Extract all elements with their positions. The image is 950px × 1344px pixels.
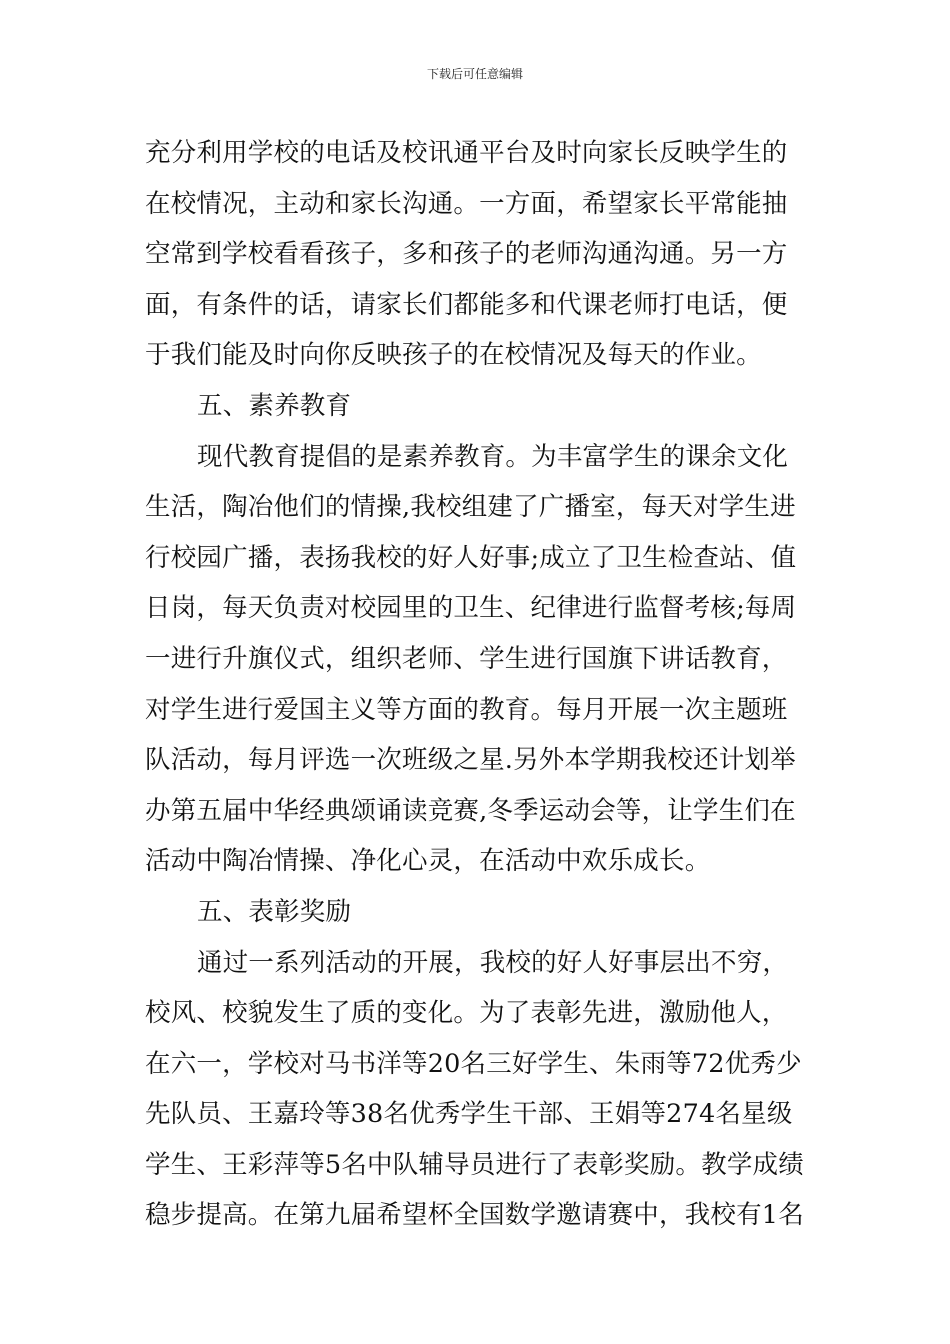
text-line: 于我们能及时向你反映孩子的在校情况及每天的作业。 — [145, 340, 762, 371]
text-line: 充分利用学校的电话及校讯通平台及时向家长反映学生的 — [145, 138, 788, 168]
page-header-note: 下载后可任意编辑 — [426, 67, 523, 81]
text-line: 行校园广播，表扬我校的好人好事;成立了卫生检查站、值 — [145, 542, 797, 573]
text-line: 稳步提高。在第九届希望杯全国数学邀请赛中，我校有1名 — [145, 1200, 804, 1231]
paragraph-first-line: 通过一系列活动的开展，我校的好人好事层出不穷， — [197, 947, 789, 978]
text-line: 学生、王彩萍等5名中队辅导员进行了表彰奖励。教学成绩 — [145, 1149, 804, 1180]
document-body — [145, 128, 807, 1241]
text-line: 在校情况，主动和家长沟通。一方面，希望家长平常能抽 — [145, 188, 788, 219]
text-line: 校风、校貌发生了质的变化。为了表彰先进，激励他人， — [145, 998, 788, 1029]
text-line: 办第五届中华经典颂诵读竞赛,冬季运动会等，让学生们在 — [145, 795, 796, 826]
text-line: 在六一，学校对马书洋等20名三好学生、朱雨等72优秀少 — [145, 1048, 802, 1079]
text-line: 先队员、王嘉玲等38名优秀学生干部、王娟等274名星级 — [145, 1099, 793, 1130]
text-line: 生活，陶冶他们的情操,我校组建了广播室，每天对学生进 — [145, 492, 796, 523]
text-line: 面，有条件的话，请家长们都能多和代课老师打电话，便 — [145, 289, 788, 320]
text-line: 日岗，每天负责对校园里的卫生、纪律进行监督考核;每周 — [145, 593, 797, 624]
section-heading: 五、素养教育 — [197, 390, 352, 421]
section-heading: 五、表彰奖励 — [197, 896, 352, 927]
text-line: 队活动，每月评选一次班级之星.另外本学期我校还计划举 — [145, 745, 796, 776]
text-line: 空常到学校看看孩子，多和孩子的老师沟通沟通。另一方 — [145, 239, 788, 270]
text-line: 活动中陶冶情操、净化心灵，在活动中欢乐成长。 — [145, 846, 711, 877]
text-line: 一进行升旗仪式，组织老师、学生进行国旗下讲话教育， — [145, 643, 788, 674]
text-line: 对学生进行爱国主义等方面的教育。每月开展一次主题班 — [145, 694, 788, 725]
paragraph-first-line: 现代教育提倡的是素养教育。为丰富学生的课余文化 — [197, 441, 789, 472]
